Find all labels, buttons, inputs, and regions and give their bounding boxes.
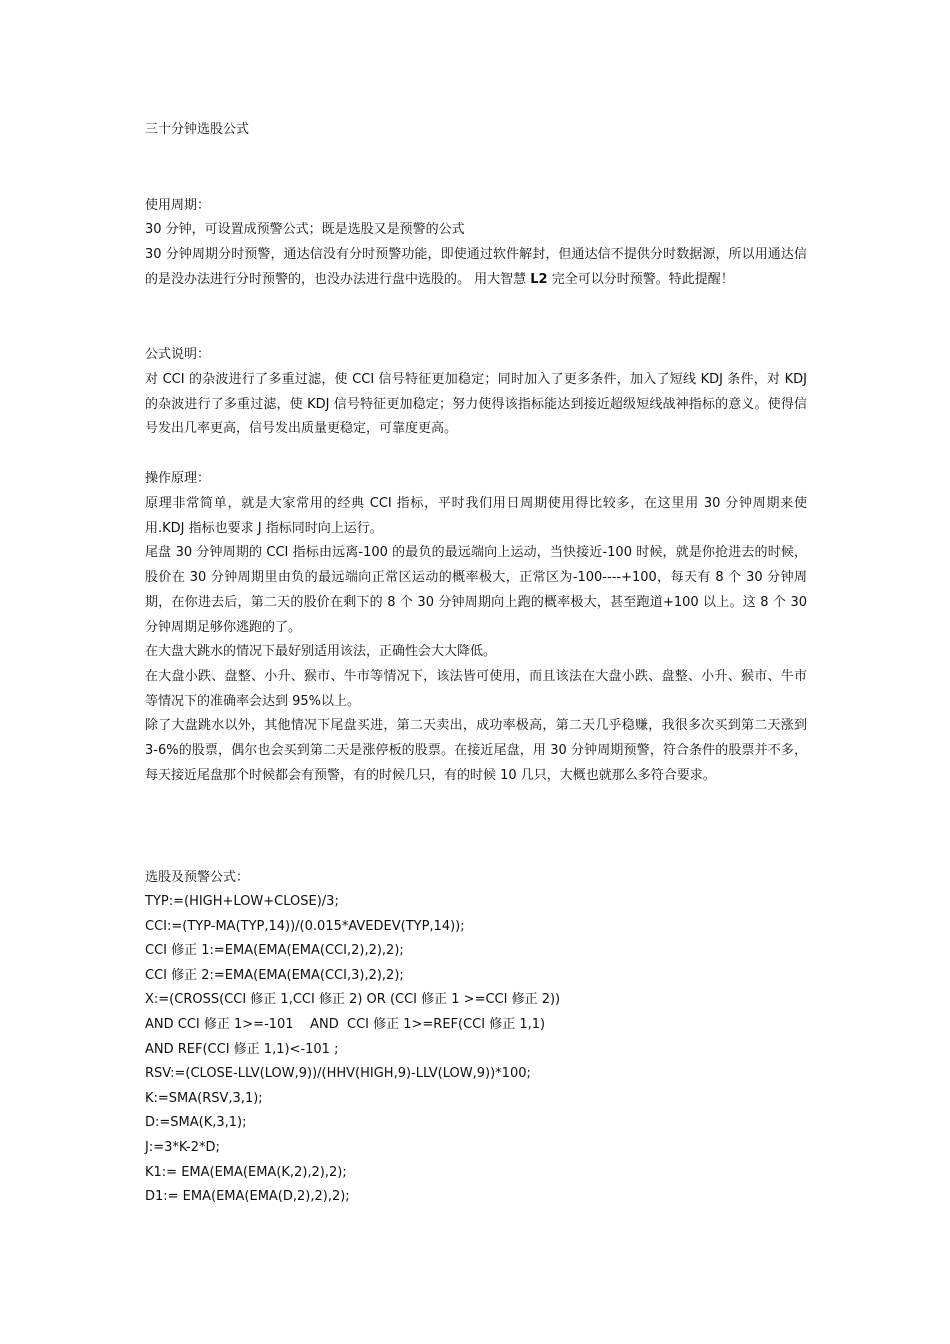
formula-line: X:=(CROSS(CCI 修正 1,CCI 修正 2) OR (CCI 修正 1 >=CCI 修正 2)) — [145, 992, 561, 1008]
principle-paragraph: 尾盘 30 分钟周期的 CCI 指标由远离-100 的最负的最远端向上运动，当快接近-100 时候，就是你抢进去的时候，股价在 30 分钟周期里由负的最远端向正常区运动的概率极大，正常区为-100----+100，每天有 8 个 30 分钟周期，在你进去后，第二天的股价在剩下的 8 个 30 分钟周期向上跑的概率极大，甚至跑道+100 以上。这 8 个 30 分钟周期足够你逃跑的了。 — [145, 545, 807, 635]
formula-line: K1:= EMA(EMA(EMA(K,2),2),2); — [145, 1164, 347, 1180]
formula-line: AND CCI 修正 1>=-101 AND CCI 修正 1>=REF(CCI 修正 1,1) — [145, 1016, 546, 1032]
usage-bold-l2: L2 — [530, 271, 548, 287]
formula-heading: 选股及预警公式： — [145, 870, 250, 885]
formula-line: J:=3*K-2*D; — [145, 1139, 220, 1155]
formula-line: CCI 修正 1:=EMA(EMA(EMA(CCI,2),2),2); — [145, 943, 404, 959]
usage-paragraph — [145, 243, 807, 292]
usage-line: 30 分钟，可设置成预警公式；既是选股又是预警的公式 — [145, 222, 465, 237]
usage-text-before: 30 分钟周期分时预警，通达信没有分时预警功能，即使通过软件解封，但通达信不提供分时数据源，所以用通达信的是没办法进行分时预警的，也没办法进行盘中选股的。 用大智慧 — [145, 247, 807, 287]
formula-desc-paragraph: 对 CCI 的杂波进行了多重过滤，使 CCI 信号特征更加稳定；同时加入了更多条件，加入了短线 KDJ 条件，对 KDJ 的杂波进行了多重过滤，使 KDJ 信号特征更加稳定；努力使得该指标能达到接近超级短线战神指标的意义。使得信号发出几率更高，信号发出质量更稳定，可靠度更高。 — [145, 372, 807, 437]
formula-line: D:=SMA(K,3,1); — [145, 1115, 247, 1131]
usage-text-after: 完全可以分时预警。特此提醒！ — [547, 271, 734, 287]
usage-heading: 使用周期： — [145, 198, 211, 213]
principle-heading: 操作原理： — [145, 471, 211, 486]
formula-line: AND REF(CCI 修正 1,1)<-101 ; — [145, 1041, 339, 1057]
principle-paragraph: 在大盘小跌、盘整、小升、猴市、牛市等情况下，该法皆可使用，而且该法在大盘小跌、盘整、小升、猴市、牛市等情况下的准确率会达到 95%以上。 — [145, 668, 807, 709]
formula-line: CCI 修正 2:=EMA(EMA(EMA(CCI,3),2),2); — [145, 967, 404, 983]
formula-line: D1:= EMA(EMA(EMA(D,2),2),2); — [145, 1189, 350, 1205]
principle-paragraph: 原理非常简单，就是大家常用的经典 CCI 指标，平时我们用日周期使用得比较多，在这里用 30 分钟周期来使用.KDJ 指标也要求 J 指标同时向上运行。 — [145, 496, 807, 536]
principle-paragraph: 除了大盘跳水以外，其他情况下尾盘买进，第二天卖出，成功率极高，第二天几乎稳赚，我很多次买到第二天涨到 3-6%的股票，偶尔也会买到第二天是涨停板的股票。在接近尾盘，用 30 分钟周期预警，符合条件的股票并不多，每天接近尾盘那个时候都会有预警，有的时候几只，有的时候 10 几只，大概也就那么多符合要求。 — [145, 718, 807, 783]
principle-body — [145, 492, 807, 788]
formula-desc-heading: 公式说明： — [145, 347, 211, 362]
formula-line: CCI:=(TYP-MA(TYP,14))/(0.015*AVEDEV(TYP,14)); — [145, 918, 465, 934]
formula-line: K:=SMA(RSV,3,1); — [145, 1090, 263, 1106]
formula-line: TYP:=(HIGH+LOW+CLOSE)/3; — [145, 894, 339, 909]
principle-paragraph: 在大盘大跳水的情况下最好别适用该法，正确性会大大降低。 — [145, 644, 497, 660]
formula-code-block — [145, 890, 807, 1210]
formula-line: RSV:=(CLOSE-LLV(LOW,9))/(HHV(HIGH,9)-LLV(LOW,9))*100; — [145, 1066, 531, 1082]
document-title: 三十分钟选股公式 — [145, 122, 250, 137]
